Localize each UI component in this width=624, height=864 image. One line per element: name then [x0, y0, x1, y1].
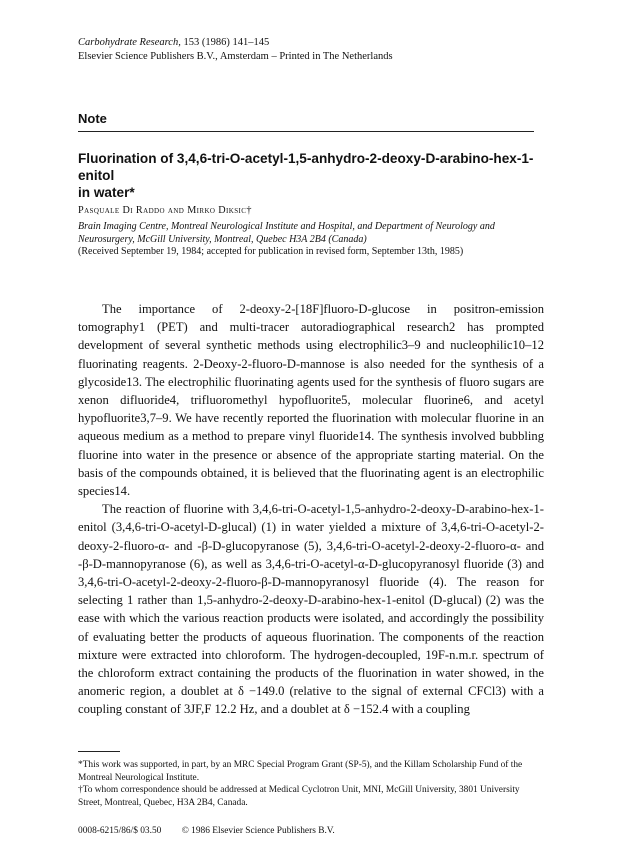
page-footer — [78, 826, 353, 836]
journal-reference: 153 (1986) 141–145 — [180, 37, 270, 48]
footnote-correspondence: †To whom correspondence should be addressed at Medical Cyclotron Unit, MNI, McGill University, 3801 University Street, Montreal, Quebec, H3A 2B4, Canada. — [78, 785, 520, 808]
footnote-funding: *This work was supported, in part, by an MRC Special Program Grant (SP-5), and the Killam Scholarship Fund of the Montreal Neurological Institute. — [78, 760, 523, 783]
header-divider — [78, 131, 534, 132]
journal-header — [78, 36, 393, 64]
received-dates: (Received September 19, 1984; accepted for publication in revised form, September 13th, 1985) — [78, 246, 464, 257]
title-line-2: in water* — [78, 185, 135, 200]
journal-citation — [78, 36, 393, 50]
copyright-line: © 1986 Elsevier Science Publishers B.V. — [181, 826, 335, 836]
footnote-divider — [78, 751, 120, 752]
article-title — [78, 150, 548, 201]
body-paragraph-1: The importance of 2-deoxy-2-[18F]fluoro-D-glucose in positron-emission tomography1 (PET) and multi-tracer autoradiographical research2 has prompted development of several synthetic methods using electrophilic3–9 and nucleophilic10–12 fluorinating reagents. 2-Deoxy-2-fluoro-D-mannose is also needed for the synthesis of a glycoside13. The electrophilic fluorinating agents used for the synthesis of fluoro sugars are xenon difluoride4, trifluoromethyl hypofluorite5, molecular fluorine6, and acetyl hypofluorite3,7–9. We have recently reported the fluorination with molecular fluorine in an aqueous medium as a method to prepare vinyl fluoride14. The synthesis involved bubbling fluorine into water in the presence or absence of the appropriate starting material. On the basis of the compounds obtained, it is believed that the fluorinating agent is an electrophilic species14. — [78, 302, 544, 499]
article-body — [78, 300, 544, 719]
body-paragraph-2: The reaction of fluorine with 3,4,6-tri-O-acetyl-1,5-anhydro-2-deoxy-D-arabino-hex-1-enitol (3,4,6-tri-O-acetyl-D-glucal) (1) in water yielded a mixture of 3,4,6-tri-O-acetyl-2-deoxy-2-fluoro-α- and -β-D-glucopyranose (5), 3,4,6-tri-O-acetyl-2-deoxy-2-fluoro-α- and -β-D-mannopyranose (6), as well as 3,4,6-tri-O-acetyl-α-D-glucopyranosyl fluoride (3) and 3,4,6-tri-O-acetyl-2-deoxy-2-fluoro-β-D-mannopyranosyl fluoride (4). The reason for selecting 1 rather than 1,5-anhydro-2-deoxy-D-arabino-hex-1-enitol (D-glucal) (2) was the ease with which the various reaction products were isolated, and accordingly the possibility of evaluating better the products of aqueous fluorination. The components of the reaction mixture were extracted into chloroform. The hydrogen-decoupled, 19F-n.m.r. spectrum of the chloroform extract containing the products of the fluorination in water showed, in the anomeric region, a doublet at δ −149.0 (relative to the signal of external CFCl3) with a coupling constant of 3JF,F 12.2 Hz, and a doublet at δ −152.4 with a coupling — [78, 502, 544, 717]
publisher-line: Elsevier Science Publishers B.V., Amsterdam – Printed in The Netherlands — [78, 51, 393, 62]
journal-name: Carbohydrate Research, — [78, 37, 181, 48]
footnotes — [78, 759, 544, 809]
article-code: 0008-6215/86/$ 03.50 — [78, 826, 162, 836]
title-line-1: Fluorination of 3,4,6-tri-O-acetyl-1,5-anhydro-2-deoxy-D-arabino-hex-1-enitol — [78, 151, 534, 183]
affiliation: Brain Imaging Centre, Montreal Neurological Institute and Hospital, and Department of Neurology and Neurosurgery, McGill University, Montreal, Quebec H3A 2B4 (Canada) — [78, 221, 495, 245]
section-label: Note — [78, 111, 107, 126]
authors: Pasquale Di Raddo and Mirko Diksic† — [78, 205, 252, 216]
